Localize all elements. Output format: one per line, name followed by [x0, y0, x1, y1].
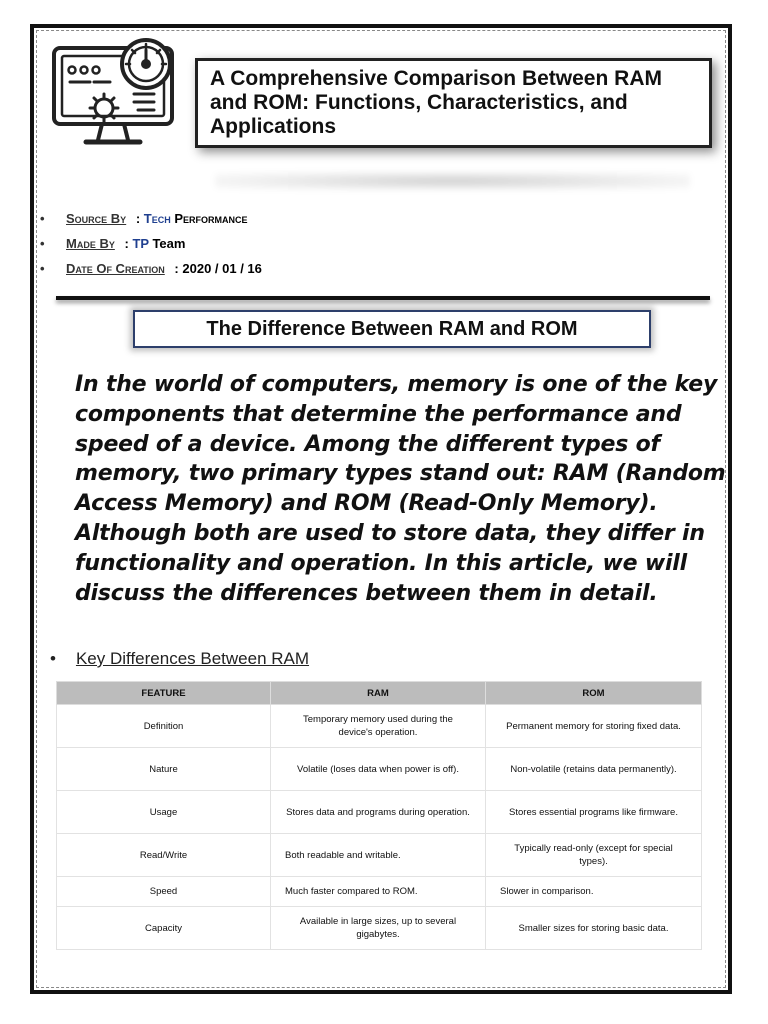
table-header-cell: FEATURE [57, 682, 271, 705]
meta-made-label: Made By [66, 236, 115, 251]
table-header-cell: RAM [271, 682, 486, 705]
table-row [57, 748, 702, 791]
meta-source-value-a: Tech [143, 211, 171, 226]
document-title: A Comprehensive Comparison Between RAM and ROM: Functions, Characteristics, and Applications [210, 67, 662, 138]
table-row [57, 834, 702, 877]
intro-paragraph: In the world of computers, memory is one of the key components that determine the performance and speed of a device. Among the different types of memory, two primary types stand out: RAM (Random Access Memory) and ROM (Read-Only Memory). Although both are used to store data, they differ in functionality and operation. In this article, we will discuss the differences between them in detail. [75, 372, 726, 606]
meta-source-label: Source By [66, 211, 127, 226]
meta-date [40, 259, 262, 284]
table-cell: Much faster compared to ROM. [271, 877, 486, 907]
table-header-row [57, 682, 702, 705]
comparison-table [56, 681, 702, 950]
table-cell: Non-volatile (retains data permanently). [486, 748, 702, 791]
table-cell: Temporary memory used during the device's operation. [271, 705, 486, 748]
document-title-box [195, 58, 712, 148]
meta-made-value-a: TP [132, 236, 149, 251]
meta-date-sep: : [174, 261, 179, 276]
document-meta-list [40, 209, 262, 284]
table-cell: Available in large sizes, up to several gigabytes. [271, 907, 486, 950]
table-row [57, 907, 702, 950]
table-cell: Capacity [57, 907, 271, 950]
section-title-box [133, 310, 651, 348]
table-row [57, 877, 702, 907]
key-differences-heading [50, 648, 309, 670]
table-cell: Typically read-only (except for special types). [486, 834, 702, 877]
meta-source [40, 209, 262, 234]
meta-source-sep: : [135, 211, 141, 226]
section-title: The Difference Between RAM and ROM [206, 317, 578, 340]
meta-date-value: 2020 / 01 / 16 [182, 261, 262, 276]
table-row [57, 791, 702, 834]
table-cell: Nature [57, 748, 271, 791]
table-cell: Volatile (loses data when power is off). [271, 748, 486, 791]
table-row [57, 705, 702, 748]
meta-date-label: Date Of Creation [66, 261, 165, 276]
table-cell: Usage [57, 791, 271, 834]
meta-made [40, 234, 262, 259]
table-cell: Permanent memory for storing fixed data. [486, 705, 702, 748]
meta-made-sep: : [124, 236, 129, 251]
meta-source-value-b: Performance [174, 211, 248, 226]
bullet-icon: • [50, 649, 56, 668]
table-cell: Speed [57, 877, 271, 907]
table-cell: Slower in comparison. [486, 877, 702, 907]
computer-performance-gauge-icon [50, 36, 186, 150]
table-header-cell: ROM [486, 682, 702, 705]
table-cell: Both readable and writable. [271, 834, 486, 877]
key-differences-text: Key Differences Between RAM [75, 649, 310, 668]
decorative-shadow [215, 172, 690, 190]
table-cell: Read/Write [57, 834, 271, 877]
table-cell: Smaller sizes for storing basic data. [486, 907, 702, 950]
table-cell: Definition [57, 705, 271, 748]
table-cell: Stores essential programs like firmware. [486, 791, 702, 834]
table-cell: Stores data and programs during operation. [271, 791, 486, 834]
horizontal-rule [56, 296, 710, 300]
meta-made-value-b: Team [152, 236, 186, 251]
